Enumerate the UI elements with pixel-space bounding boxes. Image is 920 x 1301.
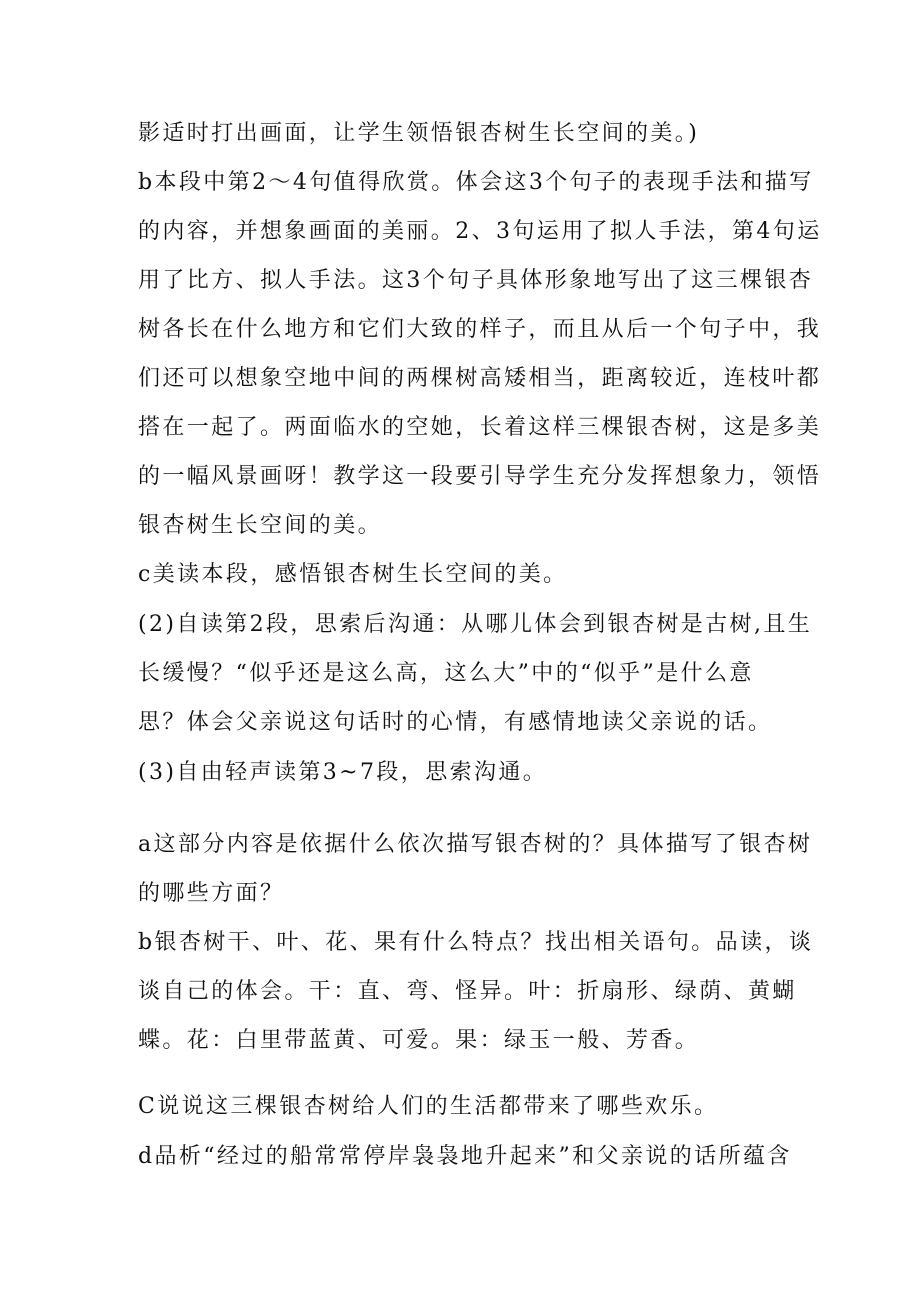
text-line: b银杏树干、叶、花、果有什么特点？找出相关语句。品读，谈 — [138, 930, 814, 955]
text-line: b本段中第2～4句值得欣赏。体会这3个句子的表现手法和描写 — [138, 170, 814, 195]
text-line: (3)自由轻声读第3~7段，思索沟通。 — [138, 760, 548, 785]
text-line: 们还可以想象空地中间的两棵树高矮相当，距离较近，连枝叶都 — [138, 366, 822, 391]
text-line: 树各长在什么地方和它们大致的样子，而且从后一个句子中，我 — [138, 317, 822, 342]
paragraph-1 — [138, 109, 793, 158]
text-line: a这部分内容是依据什么依次描写银杏树的？具体描写了银杏树 — [138, 832, 813, 857]
text-line: 搭在一起了。两面临水的空她，长着这样三棵银杏树，这是多美 — [138, 415, 822, 440]
text-line: 长缓慢？“似乎还是这么高，这么大”中的“似乎”是什么意 — [138, 661, 754, 686]
text-line: d品析“经过的船常常停岸袅袅地升起来”和父亲说的话所蕴含 — [138, 1144, 792, 1169]
paragraph-6 — [138, 820, 813, 918]
text-line: 用了比方、拟人手法。这3个句子具体形象地写出了这三棵银杏 — [138, 268, 814, 293]
text-line: 银杏树生长空间的美。 — [138, 513, 383, 538]
paragraph-2 — [138, 158, 822, 550]
text-line: 思？体会父亲说这句话时的心情，有感情地读父亲说的话。 — [138, 710, 773, 735]
paragraph-3 — [138, 550, 793, 599]
text-line: 的哪些方面？ — [138, 881, 285, 906]
text-line: 影适时打出画面，让学生领悟银杏树生长空间的美。) — [138, 121, 700, 146]
text-line: c美读本段，感悟银杏树生长空间的美。 — [138, 562, 568, 587]
text-line: (2)自读第2段，思索后沟通：从哪儿体会到银杏树是古树,且生 — [138, 612, 813, 637]
paragraph-9 — [138, 1132, 793, 1181]
text-line: 谈自己的体会。干：直、弯、怪异。叶：折扇形、绿荫、黄蝴 — [138, 979, 797, 1004]
paragraph-4 — [138, 600, 813, 747]
paragraph-5 — [138, 748, 793, 797]
text-line: 的内容，并想象画面的美丽。2、3句运用了拟人手法，第4句运 — [138, 219, 822, 244]
text-line: 的一幅风景画呀！教学这一段要引导学生充分发挥想象力，领悟 — [138, 464, 822, 489]
paragraph-8 — [138, 1082, 793, 1131]
text-line: 蝶。花：白里带蓝黄、可爱。果：绿玉一般、芳香。 — [138, 1028, 700, 1053]
paragraph-7 — [138, 918, 814, 1065]
text-line: C说说这三棵银杏树给人们的生活都带来了哪些欢乐。 — [138, 1094, 719, 1119]
